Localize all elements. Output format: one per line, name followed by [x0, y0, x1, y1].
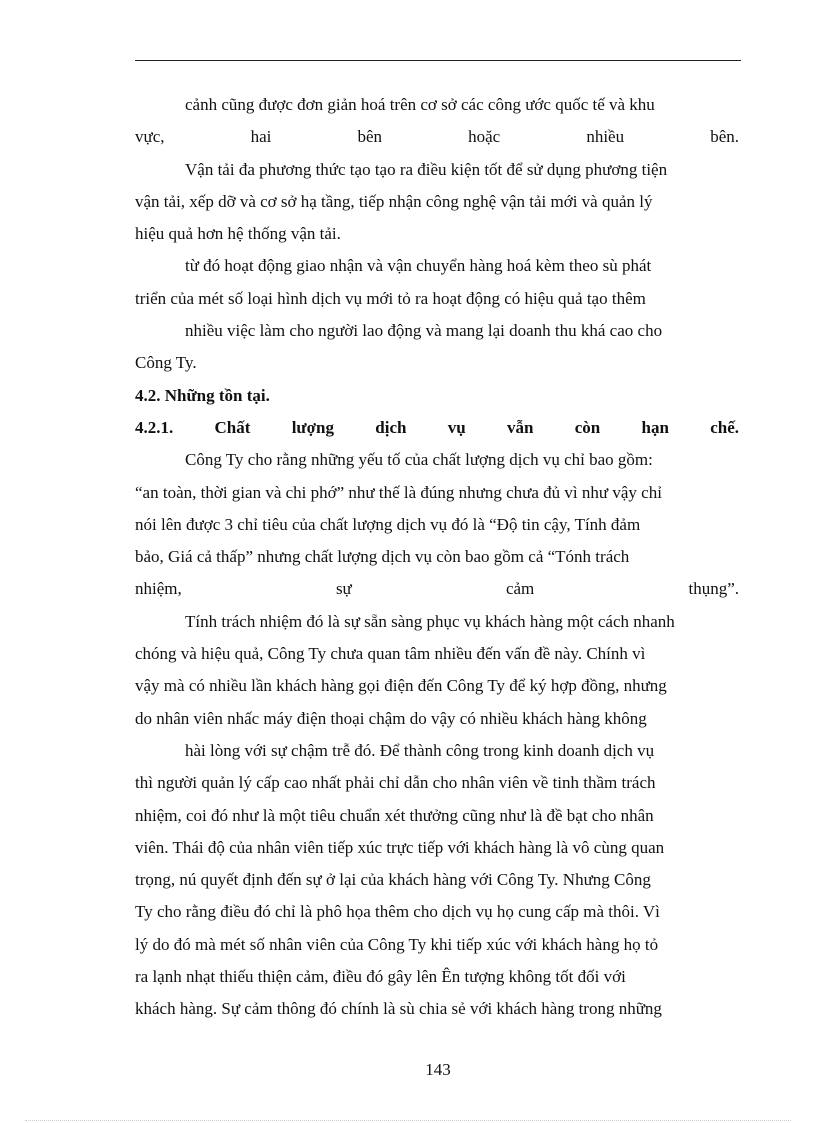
- text-line: vực, hai bên hoặc nhiều bên.: [135, 127, 739, 147]
- text-line: trọng, nú quyết định đến sự ở lại của khách hàng với Công Ty. Nhưng Công: [135, 870, 651, 890]
- text-line: thì người quản lý cấp cao nhất phải chỉ dẫn cho nhân viên về tinh thầm trách: [135, 773, 656, 793]
- header-rule: [135, 60, 741, 61]
- document-body: [135, 89, 739, 1026]
- text-line: từ đó hoạt động giao nhận và vận chuyển hàng hoá kèm theo sù phát: [185, 256, 652, 276]
- text-line: Tính trách nhiệm đó là sự sẵn sàng phục vụ khách hàng một cách nhanh: [185, 611, 675, 631]
- text-line: cảnh cũng được đơn giản hoá trên cơ sở các công ước quốc tế và khu: [185, 95, 655, 114]
- text-line: hiệu quả hơn hệ thống vận tải.: [135, 224, 341, 244]
- text-line: bảo, Giá cả thấp” nhưng chất lượng dịch vụ còn bao gồm cả “Tónh trách: [135, 547, 630, 567]
- text-line: chóng và hiệu quả, Công Ty chưa quan tâm nhiều đến vấn đề này. Chính vì: [135, 644, 646, 664]
- text-line: nhiều việc làm cho người lao động và mang lại doanh thu khá cao cho: [185, 321, 663, 341]
- text-line: vậy mà có nhiều lần khách hàng gọi điện đến Công Ty để ký hợp đồng, nhưng: [135, 676, 667, 696]
- text-line: nhiệm, sự cảm thụng”.: [135, 579, 739, 599]
- text-line: ra lạnh nhạt thiếu thiện cảm, điều đó gây lên Ên tượng không tốt đối với: [135, 967, 626, 987]
- text-line: do nhân viên nhấc máy điện thoại chậm do vậy có nhiều khách hàng không: [135, 708, 647, 728]
- page-bottom-divider: [25, 1120, 791, 1121]
- text-line: nhiệm, coi đó như là một tiêu chuẩn xét thưởng cũng như là đề bạt cho nhân: [135, 805, 654, 825]
- text-line: Công Ty.: [135, 353, 197, 373]
- text-line: triển của mét số loại hình dịch vụ mới tỏ ra hoạt động có hiệu quả tạo thêm: [135, 288, 646, 308]
- text-line: “an toàn, thời gian và chi phớ” như thế là đúng nhưng chưa đủ vì như vậy chỉ: [135, 482, 662, 502]
- page-number: 143: [425, 1060, 451, 1079]
- text-line: Vận tải đa phương thức tạo tạo ra điều kiện tốt để sử dụng phương tiện: [185, 159, 668, 179]
- text-line: nói lên được 3 chỉ tiêu của chất lượng dịch vụ đó là “Độ tin cậy, Tính đảm: [135, 514, 641, 534]
- text-line: lý do đó mà mét số nhân viên của Công Ty khi tiếp xúc với khách hàng họ tỏ: [135, 934, 659, 954]
- text-line: khách hàng. Sự cảm thông đó chính là sù chia sẻ với khách hàng trong những: [135, 999, 662, 1019]
- subsection-heading: 4.2.1. Chất lượng dịch vụ vẫn còn hạn chế.: [135, 417, 739, 437]
- text-line: Ty cho rằng điều đó chỉ là phô họa thêm cho dịch vụ họ cung cấp mà thôi. Vì: [135, 902, 660, 922]
- text-line: hài lòng với sự chậm trễ đó. Để thành công trong kinh doanh dịch vụ: [185, 740, 655, 760]
- text-line: Công Ty cho rằng những yếu tố của chất lượng dịch vụ chỉ bao gồm:: [185, 450, 653, 470]
- section-heading: 4.2. Những tồn tại.: [135, 385, 270, 405]
- text-line: vận tải, xếp dỡ và cơ sở hạ tầng, tiếp nhận công nghệ vận tải mới và quản lý: [135, 191, 653, 211]
- text-line: viên. Thái độ của nhân viên tiếp xúc trực tiếp với khách hàng là vô cùng quan: [135, 837, 665, 857]
